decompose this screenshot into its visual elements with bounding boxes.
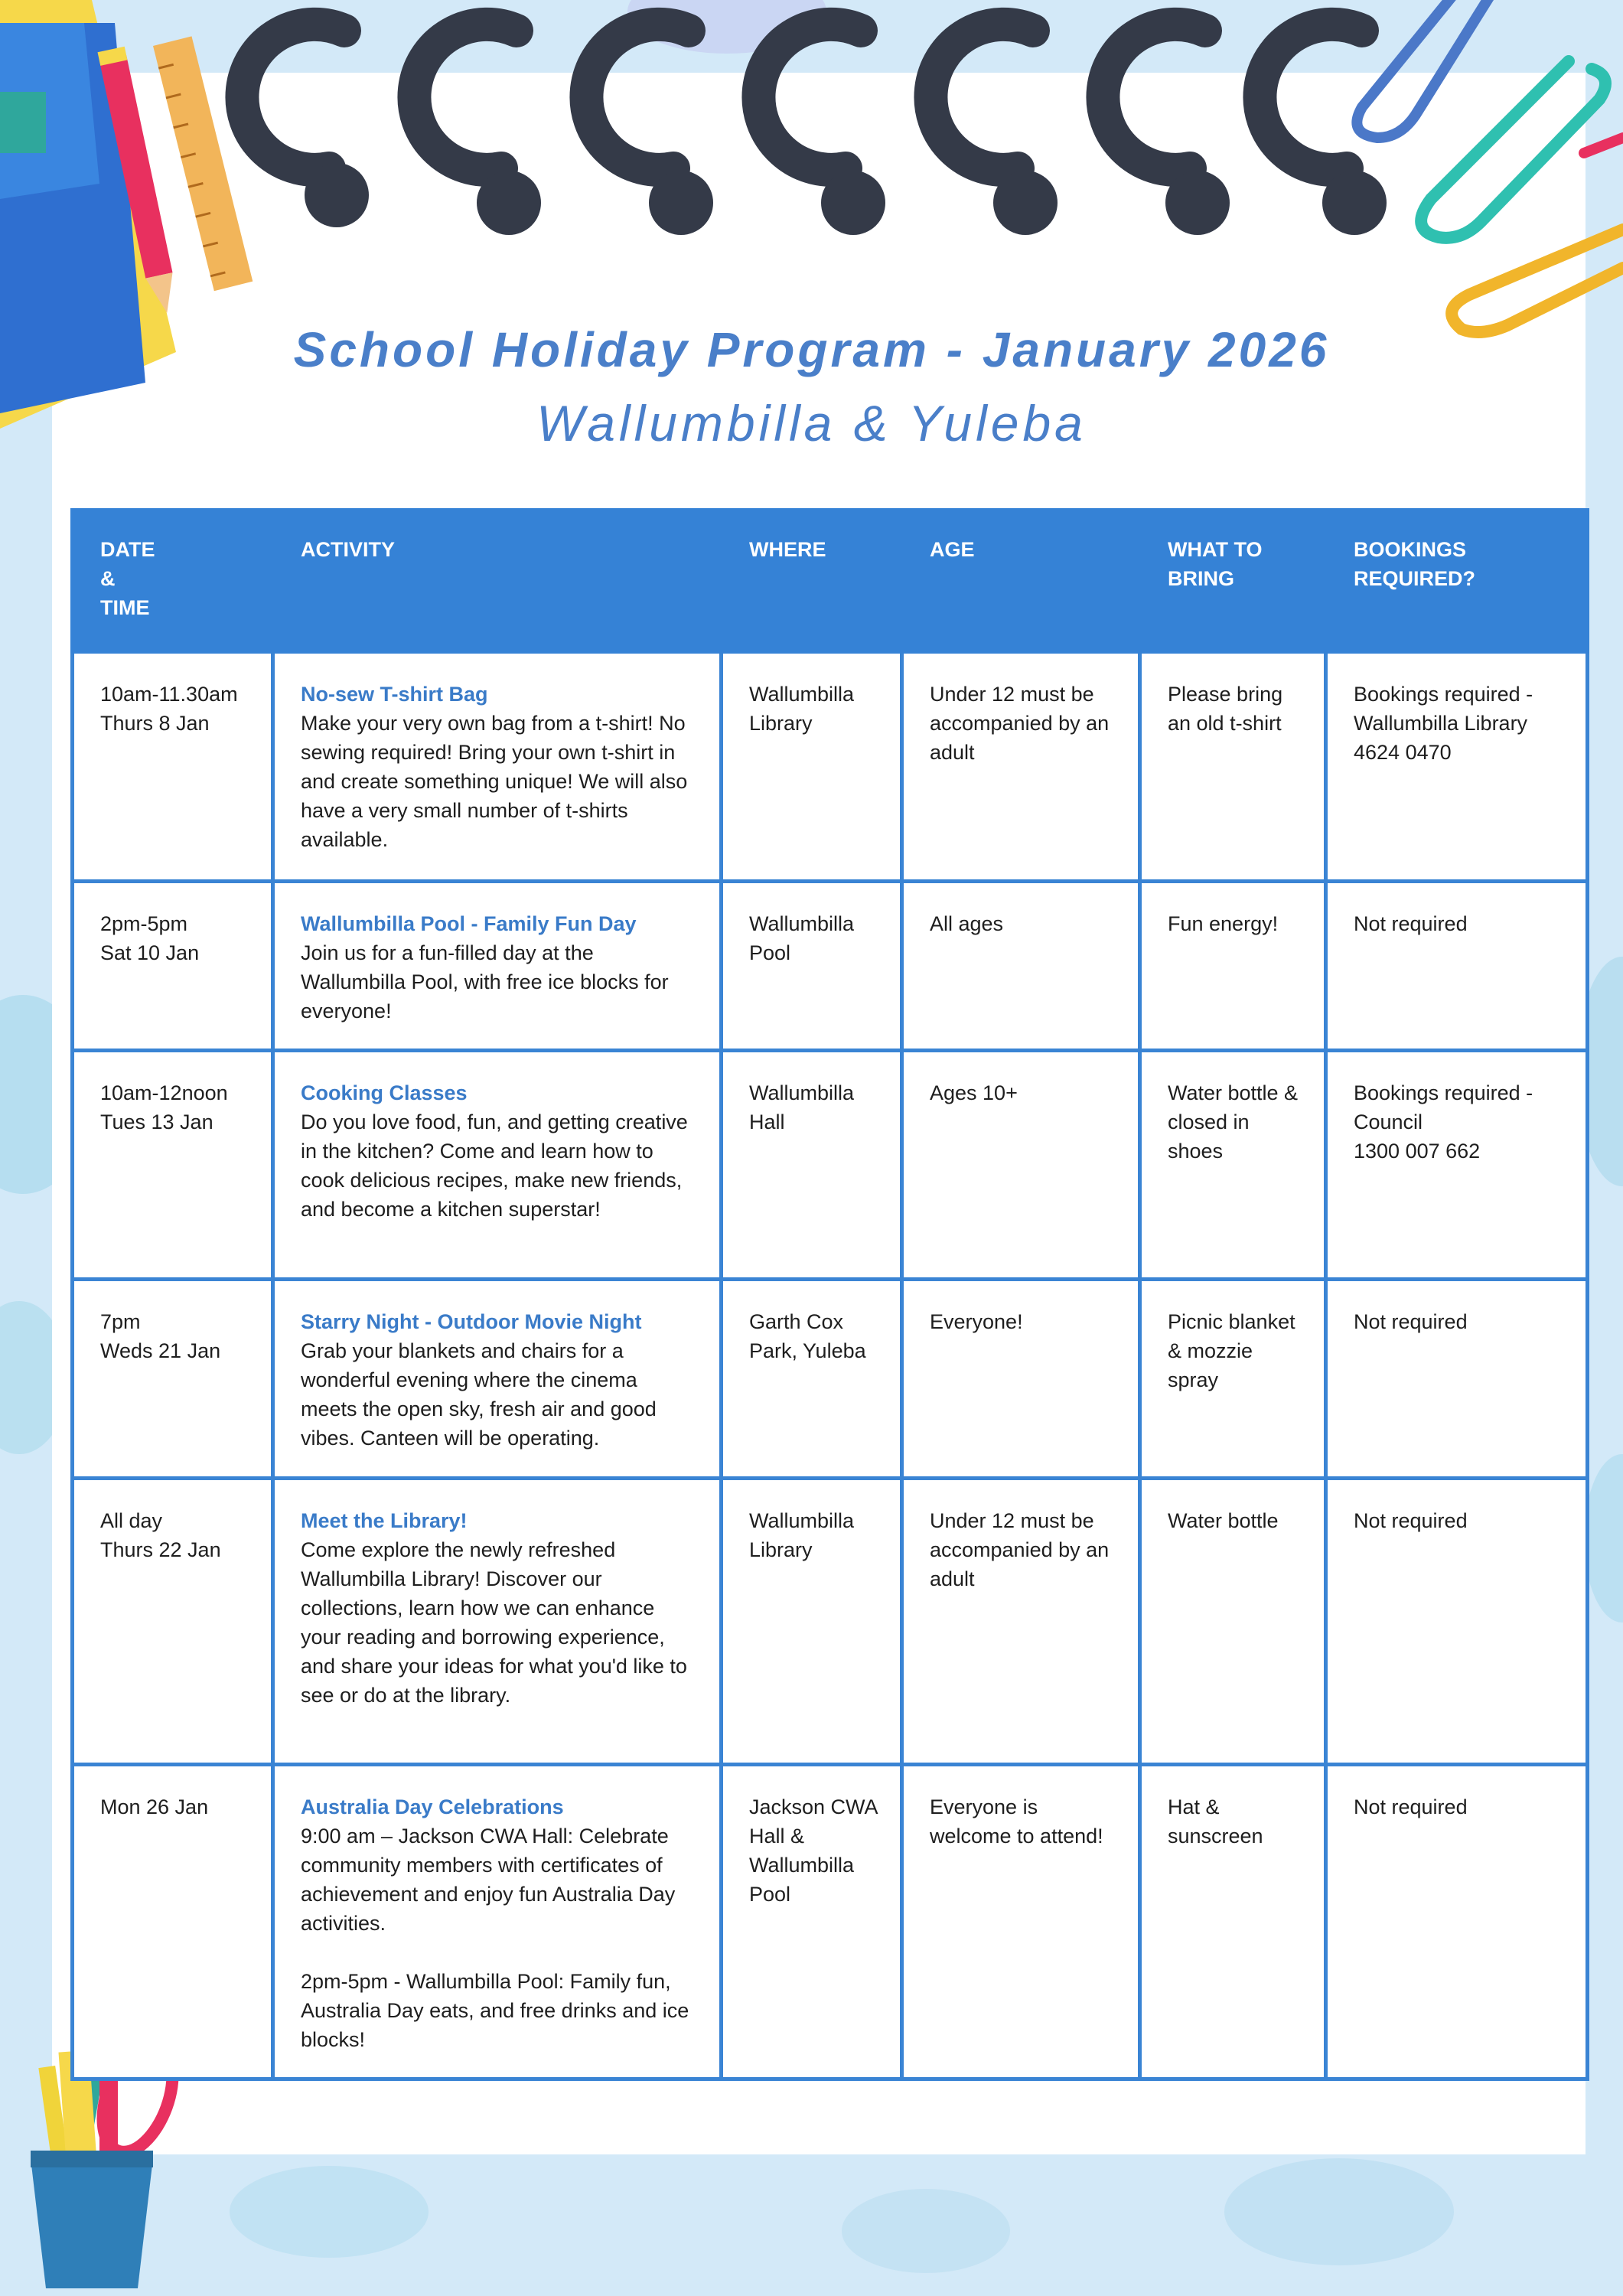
background-swirl — [230, 2166, 429, 2258]
cell-activity — [273, 1051, 722, 1280]
activity-title: Meet the Library! — [301, 1509, 468, 1532]
cell-activity — [273, 882, 722, 1051]
cell-bring: Hat & sunscreen — [1140, 1765, 1326, 2079]
cell-datetime: 10am-11.30am Thurs 8 Jan — [73, 652, 273, 882]
activity-title: Starry Night - Outdoor Movie Night — [301, 1310, 642, 1333]
cell-age: Under 12 must be accompanied by an adult — [902, 652, 1140, 882]
background-swirl — [842, 2189, 1010, 2273]
cell-age: Everyone is welcome to attend! — [902, 1765, 1140, 2079]
cell-activity — [273, 652, 722, 882]
activity-description: Join us for a fun-filled day at the Wallumbilla Pool, with free ice blocks for everyone! — [301, 941, 669, 1022]
cell-bring: Water bottle & closed in shoes — [1140, 1051, 1326, 1280]
cell-datetime: Mon 26 Jan — [73, 1765, 273, 2079]
activity-description: 9:00 am – Jackson CWA Hall: Celebrate community members with certificates of achievement and enjoy fun Australia Day activities. 2pm-5pm - Wallumbilla Pool: Family fun, Australia Day eats, and free drinks and ice blocks! — [301, 1825, 689, 2051]
activity-title: Wallumbilla Pool - Family Fun Day — [301, 912, 637, 935]
table-header-row — [73, 510, 1588, 652]
cell-age: All ages — [902, 882, 1140, 1051]
page-subtitle: Wallumbilla & Yuleba — [536, 395, 1087, 452]
header-bookings: BOOKINGS REQUIRED? — [1326, 510, 1588, 652]
cell-bookings: Not required — [1326, 1280, 1588, 1479]
activity-title: No-sew T-shirt Bag — [301, 683, 488, 706]
cell-where: Jackson CWA Hall & Wallumbilla Pool — [722, 1765, 902, 2079]
cell-age: Ages 10+ — [902, 1051, 1140, 1280]
program-table — [70, 508, 1589, 2081]
header-activity: ACTIVITY — [273, 510, 722, 652]
background-swirl — [627, 0, 826, 54]
background-swirl — [1584, 1454, 1623, 1623]
cell-bookings: Bookings required - Council 1300 007 662 — [1326, 1051, 1588, 1280]
cell-datetime: 2pm-5pm Sat 10 Jan — [73, 882, 273, 1051]
header-where: WHERE — [722, 510, 902, 652]
cell-bookings: Not required — [1326, 882, 1588, 1051]
cell-where: Garth Cox Park, Yuleba — [722, 1280, 902, 1479]
activity-description: Do you love food, fun, and getting creative in the kitchen? Come and learn how to cook delicious recipes, make new friends, and become a kitchen superstar! — [301, 1110, 688, 1221]
header-age: AGE — [902, 510, 1140, 652]
activity-title: Cooking Classes — [301, 1081, 468, 1104]
cell-bookings: Not required — [1326, 1479, 1588, 1765]
cell-datetime: All day Thurs 22 Jan — [73, 1479, 273, 1765]
cell-age: Under 12 must be accompanied by an adult — [902, 1479, 1140, 1765]
cell-activity — [273, 1479, 722, 1765]
cell-activity — [273, 1765, 722, 2079]
cell-age: Everyone! — [902, 1280, 1140, 1479]
activity-description: Make your very own bag from a t-shirt! No sewing required! Bring your own t-shirt in and create something unique! We will also have a very small number of t-shirts available. — [301, 712, 688, 851]
table-row — [73, 1280, 1588, 1479]
cell-bring: Picnic blanket & mozzie spray — [1140, 1280, 1326, 1479]
cell-datetime: 7pm Weds 21 Jan — [73, 1280, 273, 1479]
cell-bookings: Not required — [1326, 1765, 1588, 2079]
activity-description: Grab your blankets and chairs for a wonderful evening where the cinema meets the open sky, fresh air and good vibes. Canteen will be operating. — [301, 1339, 657, 1450]
cell-where: Wallumbilla Library — [722, 652, 902, 882]
cell-activity — [273, 1280, 722, 1479]
header-bring: WHAT TO BRING — [1140, 510, 1326, 652]
table-row — [73, 652, 1588, 882]
cell-bring: Fun energy! — [1140, 882, 1326, 1051]
background-swirl — [1224, 2158, 1454, 2265]
table-row — [73, 1765, 1588, 2079]
header-datetime: DATE & TIME — [73, 510, 273, 652]
table-row — [73, 1479, 1588, 1765]
cell-bookings: Bookings required - Wallumbilla Library 4624 0470 — [1326, 652, 1588, 882]
cell-bring: Water bottle — [1140, 1479, 1326, 1765]
cell-where: Wallumbilla Pool — [722, 882, 902, 1051]
cell-where: Wallumbilla Library — [722, 1479, 902, 1765]
table-row — [73, 1051, 1588, 1280]
cell-datetime: 10am-12noon Tues 13 Jan — [73, 1051, 273, 1280]
activity-description: Come explore the newly refreshed Wallumbilla Library! Discover our collections, learn how we can enhance your reading and borrowing experience, and share your ideas for what you'd like to see or do at the library. — [301, 1538, 687, 1707]
activity-title: Australia Day Celebrations — [301, 1795, 564, 1818]
page-title: School Holiday Program - January 2026 — [293, 322, 1330, 377]
table-row — [73, 882, 1588, 1051]
cell-where: Wallumbilla Hall — [722, 1051, 902, 1280]
cell-bring: Please bring an old t-shirt — [1140, 652, 1326, 882]
